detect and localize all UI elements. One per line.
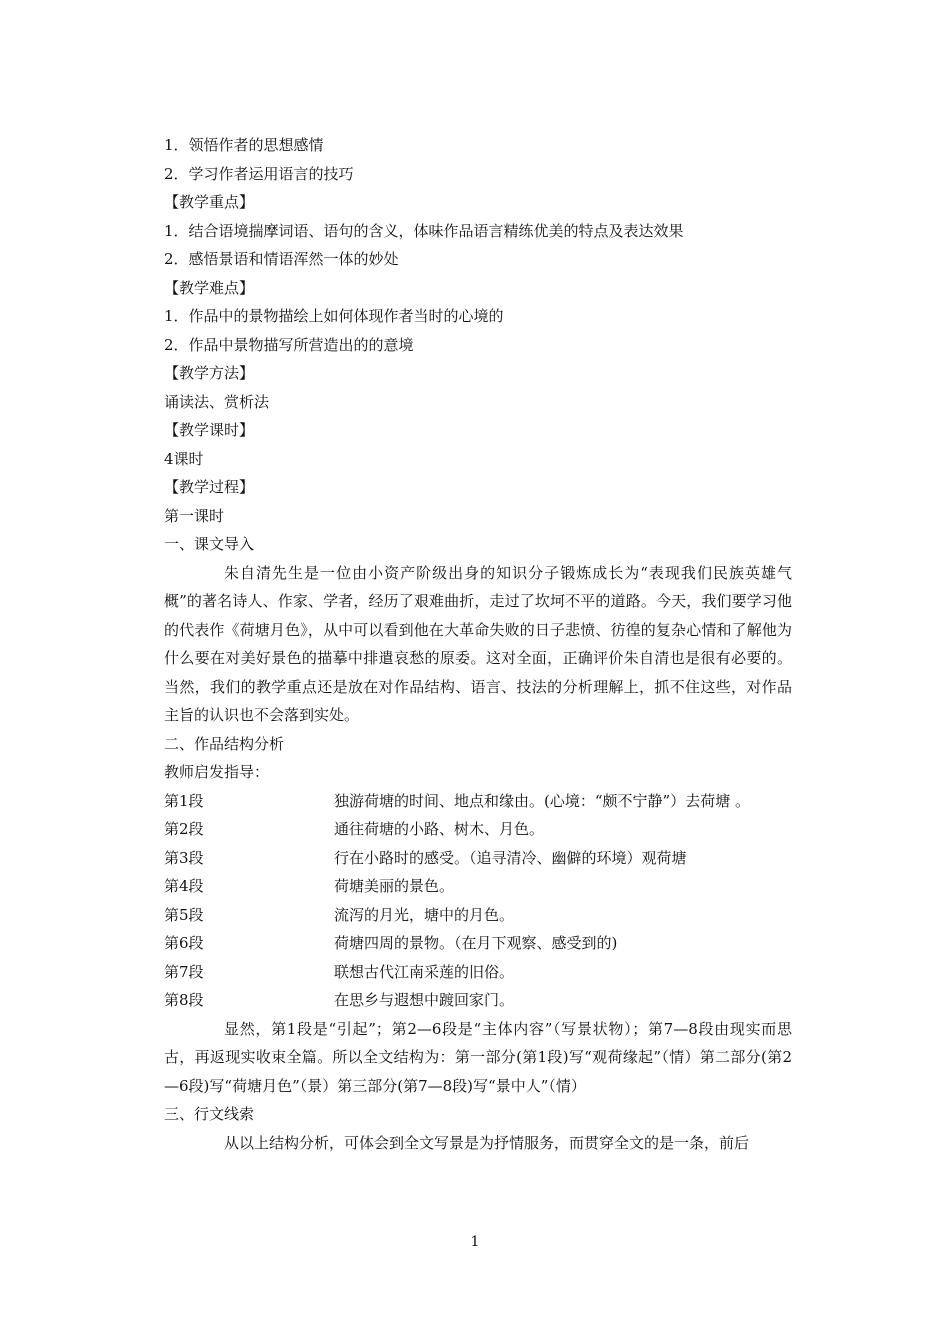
section-heading-process: 【教学过程】 [164,478,255,496]
segment-row [164,872,792,901]
teacher-guide-label: 教师启发指导： [164,763,270,781]
segment-number: 第2段 [164,820,204,838]
objective-1: 1．领悟作者的思想感情 [164,136,324,154]
segment-row [164,986,792,1015]
segment-row [164,958,792,987]
segment-row [164,815,792,844]
structure-summary-paragraph: 显然，第1段是“引起”；第2—6段是“主体内容”（写景状物）；第7—8段由现实而思古，再返现实收束全篇。所以全文结构为：第一部分(第1段)写“观荷缘起”（情）第二部分(第2—6段)写“荷塘月色”（景）第三部分(第7—8段)写“景中人”（情） [164,1019,792,1095]
segment-list [164,787,792,1015]
segment-description: 联想古代江南采莲的旧俗。 [334,962,515,981]
segment-description: 荷塘美丽的景色。 [334,877,455,895]
segment-description: 流泻的月光，塘中的月色。 [334,905,515,924]
methods-text: 诵读法、赏析法 [164,392,270,411]
segment-description: 行在小路时的感受。（追寻清冷、幽僻的环境）观荷塘 [334,848,687,867]
segment-description: 在思乡与遐想中踱回家门。 [334,991,515,1009]
hours-text: 4课时 [164,449,204,468]
segment-row [164,844,792,873]
segment-number: 第5段 [164,905,204,924]
segment-number: 第4段 [164,877,204,895]
section-heading-hours: 【教学课时】 [164,421,255,439]
clue-paragraph: 从以上结构分析，可体会到全文写景是为抒情服务，而贯穿全文的是一条，前后 [224,1133,750,1152]
segment-number: 第1段 [164,791,204,810]
segment-number: 第3段 [164,848,204,867]
heading-structure-analysis: 二、作品结构分析 [164,734,285,753]
segment-number: 第8段 [164,991,204,1009]
page-number: 1 [470,1234,480,1250]
lesson-one-label: 第一课时 [164,506,225,525]
segment-number: 第6段 [164,934,204,952]
key-point-2: 2．感悟景语和情语浑然一体的妙处 [164,250,399,268]
segment-description: 通往荷塘的小路、树木、月色。 [334,820,545,838]
segment-description: 荷塘四周的景物。（在月下观察、感受到的) [334,934,618,952]
section-heading-difficulties: 【教学难点】 [164,278,255,297]
segment-row [164,929,792,958]
segment-number: 第7段 [164,962,204,981]
difficulty-1: 1．作品中的景物描绘上如何体现作者当时的心境的 [164,307,504,325]
objective-2: 2．学习作者运用语言的技巧 [164,164,354,183]
segment-row [164,901,792,930]
heading-writing-clue: 三、行文线索 [164,1105,255,1123]
section-heading-methods: 【教学方法】 [164,364,255,382]
section-heading-key-points: 【教学重点】 [164,193,255,211]
intro-paragraph: 朱自清先生是一位由小资产阶级出身的知识分子锻炼成长为“表现我们民族英雄气概”的著名诗人、作家、学者，经历了艰难曲折，走过了坎坷不平的道路。今天，我们要学习他的代表作《荷塘月色》，从中可以看到他在大革命失败的日子悲愤、彷徨的复杂心情和了解他为什么要在对美好景色的描摹中排遣哀愁的原委。这对全面，正确评价朱自清也是很有必要的。当然，我们的教学重点还是放在对作品结构、语言、技法的分析理解上，抓不住这些，对作品主旨的认识也不会落到实处。 [164,563,792,724]
document-page [164,131,792,1157]
heading-introduction: 一、课文导入 [164,535,255,553]
key-point-1: 1．结合语境揣摩词语、语句的含义，体味作品语言精练优美的特点及表达效果 [164,221,684,240]
difficulty-2: 2．作品中景物描写所营造出的的意境 [164,335,414,354]
segment-description: 独游荷塘的时间、地点和缘由。(心境：“颇不宁静”）去荷塘 。 [334,791,750,810]
segment-row [164,787,792,816]
